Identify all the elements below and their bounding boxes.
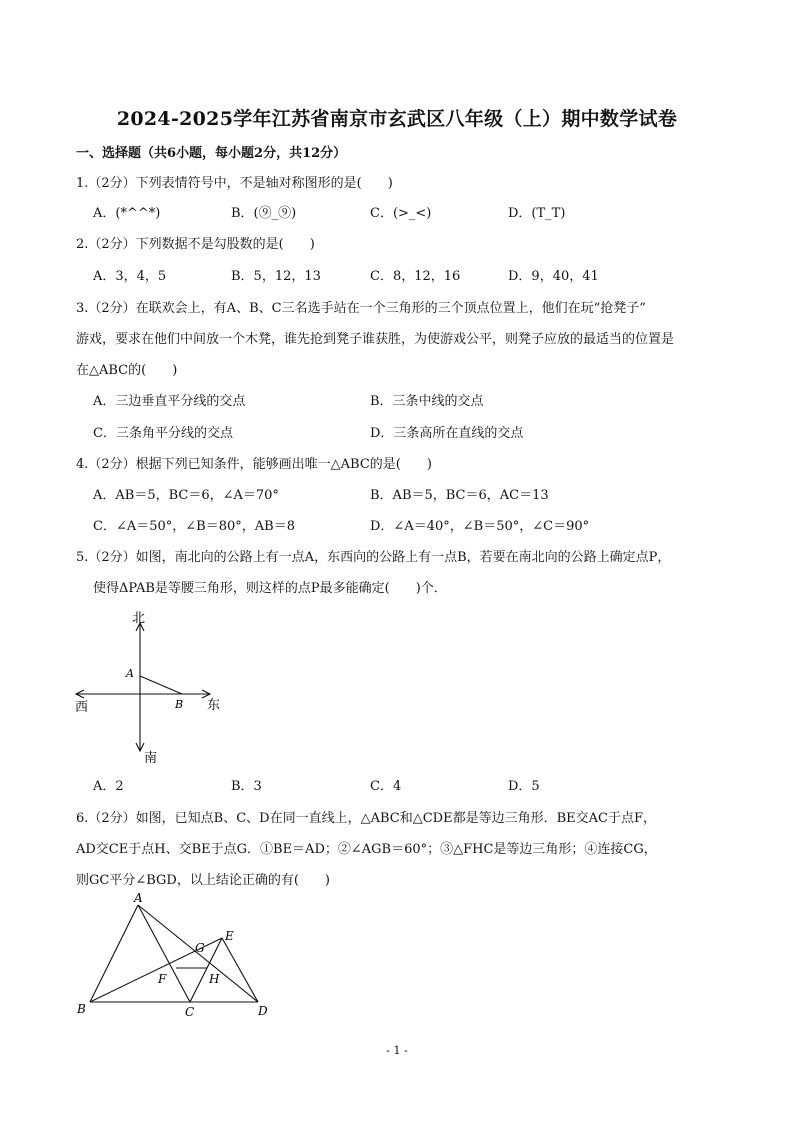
- q4-option-c: C．∠A＝50°，∠B＝80°，AB＝8: [93, 519, 295, 534]
- segment-ac: [138, 905, 190, 1002]
- q5-option-c: C．4: [370, 779, 402, 794]
- label-point-h: H: [209, 972, 220, 986]
- q4-option-a: A．AB＝5，BC＝6，∠A＝70°: [93, 488, 279, 503]
- q2-option-c: C．8，12，16: [370, 269, 461, 284]
- q2-option-d: D．9，40，41: [508, 269, 599, 284]
- label-west: 西: [75, 700, 89, 715]
- label-north: 北: [132, 611, 146, 626]
- q3-option-c: C．三条角平分线的交点: [93, 426, 233, 441]
- question-3-stem-line-2: 游戏，要求在他们中间放一个木凳，谁先抢到凳子谁获胜，为使游戏公平，则凳子应放的最适当的位置是: [76, 332, 675, 347]
- label-point-b: B: [77, 1002, 86, 1016]
- label-point-g: G: [195, 941, 205, 955]
- question-6-stem-line-3: 则GC平分∠BGD，以上结论正确的有( ): [76, 873, 330, 888]
- q4-option-d: D．∠A＝40°，∠B＝50°，∠C＝90°: [370, 519, 590, 534]
- q3-option-b: B．三条中线的交点: [370, 394, 484, 409]
- q1-option-b: B．(⑨_⑨): [231, 206, 297, 221]
- q5-option-b: B．3: [231, 779, 262, 794]
- section-heading-choice: 一、选择题（共6小题，每小题2分，共12分）: [76, 146, 347, 161]
- question-6-stem-line-2: AD交CE于点H、交BE于点G．①BE＝AD；②∠AGB＝60°；③△FHC是等边三角形；④连接CG，: [76, 842, 657, 857]
- q2-option-b: B．5，12，13: [231, 269, 321, 284]
- label-south: 南: [144, 751, 158, 766]
- label-point-a: A: [134, 891, 143, 905]
- label-point-e: E: [225, 929, 234, 943]
- segment-ba: [90, 905, 138, 1002]
- q2-option-a: A．3，4，5: [93, 269, 167, 284]
- q1-option-c: C．(>_<): [370, 206, 432, 221]
- question-3-stem-line-3: 在△ABC的( ): [76, 363, 178, 378]
- label-east: 东: [207, 698, 221, 713]
- question-2-stem: 2.（2分）下列数据不是勾股数的是( ): [76, 237, 315, 252]
- label-point-a: A: [126, 667, 134, 680]
- exam-title: 2024-2025学年江苏省南京市玄武区八年级（上）期中数学试卷: [116, 108, 678, 130]
- question-3-stem-line-1: 3.（2分）在联欢会上，有A、B、C三名选手站在一个三角形的三个顶点位置上，他们在玩“抢凳子”: [76, 301, 646, 316]
- page-number: - 1 -: [386, 1044, 408, 1057]
- q1-option-a: A．(*^^*): [93, 206, 161, 221]
- q6-triangle-figure: [70, 890, 280, 1025]
- question-1-stem: 1.（2分）下列表情符号中，不是轴对称图形的是( ): [76, 176, 393, 191]
- q5-option-a: A．2: [93, 779, 124, 794]
- question-5-stem-line-1: 5.（2分）如图，南北向的公路上有一点A，东西向的公路上有一点B，若要在南北向的公路上确定点P，: [76, 550, 671, 565]
- label-point-f: F: [158, 972, 167, 986]
- label-point-c: C: [185, 1005, 195, 1019]
- q1-option-d: D．(T_T): [508, 206, 566, 221]
- label-point-b: B: [175, 698, 184, 711]
- q3-option-d: D．三条高所在直线的交点: [370, 426, 524, 441]
- label-point-d: D: [258, 1004, 268, 1018]
- segment-ab: [140, 676, 182, 694]
- question-4-stem: 4.（2分）根据下列已知条件，能够画出唯一△ABC的是( ): [76, 457, 432, 472]
- segment-ed: [222, 938, 258, 1002]
- q3-option-a: A．三边垂直平分线的交点: [93, 394, 246, 409]
- q5-option-d: D．5: [508, 779, 540, 794]
- question-5-stem-line-2: 使得ΔPAB是等腰三角形，则这样的点P最多能确定( )个．: [93, 581, 447, 596]
- q4-option-b: B．AB＝5，BC＝6，AC＝13: [370, 488, 549, 503]
- question-6-stem-line-1: 6.（2分）如图，已知点B、C、D在同一直线上，△ABC和△CDE都是等边三角形．BE交AC于点F，: [76, 811, 656, 826]
- q5-road-figure: [60, 605, 240, 770]
